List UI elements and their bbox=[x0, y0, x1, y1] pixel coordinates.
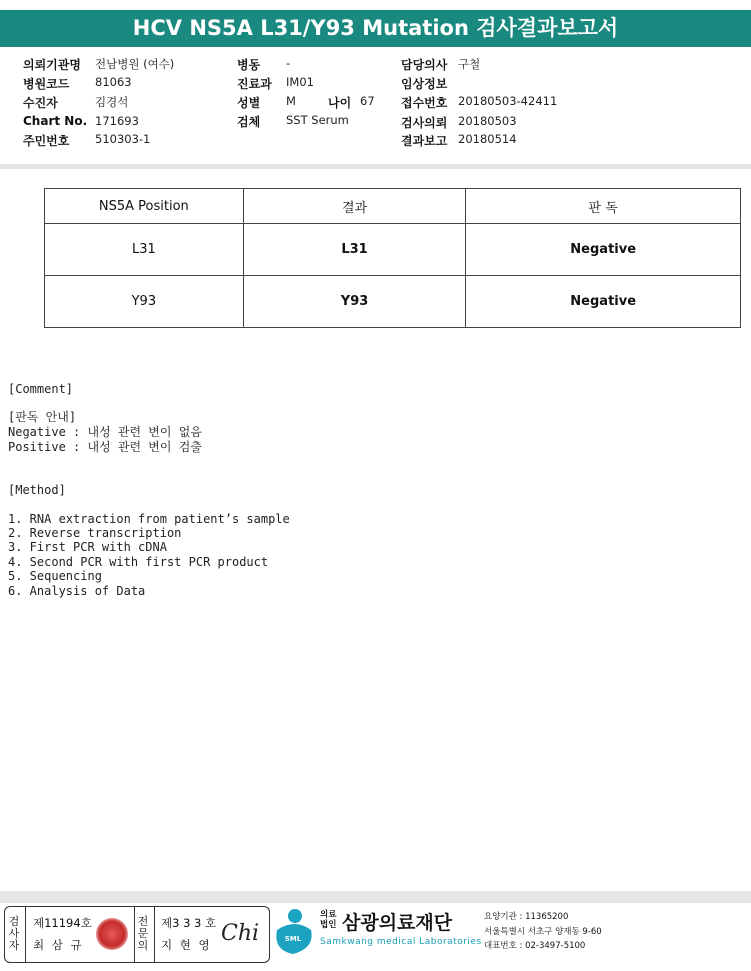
sex-label: 성별 bbox=[237, 96, 261, 110]
divider bbox=[25, 907, 26, 962]
patient-info-section bbox=[0, 48, 751, 165]
age-value: 67 bbox=[360, 94, 375, 108]
report-date-label: 결과보고 bbox=[401, 134, 448, 148]
divider bbox=[154, 907, 155, 962]
guide-line: Positive : 내성 관련 변이 검출 bbox=[8, 440, 202, 454]
ward-label: 병동 bbox=[237, 58, 261, 72]
accession-no-value: 20180503-42411 bbox=[458, 94, 558, 108]
hospital-code-value: 81063 bbox=[95, 75, 132, 89]
hospital-code-label: 병원코드 bbox=[23, 77, 70, 91]
patient-value: 김경석 bbox=[95, 95, 129, 109]
section-divider bbox=[0, 164, 751, 169]
position-cell: Y93 bbox=[45, 276, 244, 328]
org-english-name: Samkwang medical Laboratories bbox=[320, 937, 482, 947]
divider bbox=[134, 907, 135, 962]
result-cell: Y93 bbox=[243, 276, 466, 328]
resident-no-label: 주민번호 bbox=[23, 134, 70, 148]
org-name: 삼광의료재단 bbox=[342, 912, 453, 934]
specialist-label: 전문의 bbox=[137, 915, 149, 952]
sml-logo bbox=[271, 908, 315, 956]
method-step: 1. RNA extraction from patient’s sample bbox=[8, 512, 290, 526]
table-header: 결과 bbox=[243, 189, 466, 224]
specialist-license-no: 제3 3 3 호 bbox=[161, 916, 217, 930]
examiner-license-no: 제11194호 bbox=[33, 916, 92, 930]
clinical-info-label: 임상정보 bbox=[401, 77, 448, 91]
sex-value: M bbox=[286, 94, 296, 108]
org-phone: 대표번호 : 02-3497-5100 bbox=[484, 941, 586, 951]
sml-logo-text: SML bbox=[284, 935, 302, 943]
accession-no-label: 접수번호 bbox=[401, 96, 448, 110]
method-step: 6. Analysis of Data bbox=[8, 584, 146, 598]
age-label: 나이 bbox=[328, 96, 352, 110]
method-step: 2. Reverse transcription bbox=[8, 526, 182, 540]
interpretation-cell: Negative bbox=[466, 276, 741, 328]
examiner-name: 최 삼 규 bbox=[33, 938, 84, 952]
report-title: HCV NS5A L31/Y93 Mutation 검사결과보고서 bbox=[0, 10, 751, 47]
chart-no-label: Chart No. bbox=[23, 114, 88, 128]
chart-no-value: 171693 bbox=[95, 114, 139, 128]
result-cell: L31 bbox=[243, 224, 466, 276]
org-prefix: 의료법인 bbox=[320, 910, 337, 930]
signature-box bbox=[4, 906, 270, 963]
position-cell: L31 bbox=[45, 224, 244, 276]
method-step: 5. Sequencing bbox=[8, 569, 102, 583]
table-header: 판 독 bbox=[466, 189, 741, 224]
method-heading: [Method] bbox=[8, 483, 66, 497]
doctor-value: 구철 bbox=[458, 57, 481, 71]
institution-label: 의뢰기관명 bbox=[23, 58, 81, 72]
sml-logo-icon bbox=[271, 908, 315, 956]
ward-value: - bbox=[286, 56, 291, 70]
department-label: 진료과 bbox=[237, 77, 272, 91]
method-step: 3. First PCR with cDNA bbox=[8, 540, 167, 554]
results-table bbox=[44, 188, 741, 328]
table-header: NS5A Position bbox=[45, 189, 244, 224]
org-address: 서울특별시 서초구 양재동 9-60 bbox=[484, 927, 602, 937]
table-header-row bbox=[45, 189, 741, 224]
doctor-label: 담당의사 bbox=[401, 58, 448, 72]
method-step: 4. Second PCR with first PCR product bbox=[8, 555, 269, 569]
signature: Chi bbox=[221, 921, 260, 946]
guide-heading: [판독 안내] bbox=[8, 410, 77, 424]
table-row bbox=[45, 224, 741, 276]
examiner-label: 검사자 bbox=[8, 915, 20, 952]
comment-heading: [Comment] bbox=[8, 382, 74, 396]
resident-no-value: 510303-1 bbox=[95, 132, 151, 146]
report-date-value: 20180514 bbox=[458, 132, 517, 146]
org-code: 요양기관 : 11365200 bbox=[484, 912, 569, 922]
specimen-label: 검체 bbox=[237, 115, 261, 129]
department-value: IM01 bbox=[286, 75, 314, 89]
request-date-value: 20180503 bbox=[458, 114, 517, 128]
request-date-label: 검사의뢰 bbox=[401, 116, 448, 130]
footer-divider bbox=[0, 891, 751, 903]
institution-value: 전남병원 (여수) bbox=[95, 57, 175, 71]
interpretation-cell: Negative bbox=[466, 224, 741, 276]
specimen-value: SST Serum bbox=[286, 113, 349, 127]
guide-line: Negative : 내성 관련 변이 없음 bbox=[8, 425, 202, 439]
specialist-name: 지 현 영 bbox=[161, 938, 212, 952]
table-row bbox=[45, 276, 741, 328]
official-seal bbox=[96, 918, 128, 950]
patient-label: 수진자 bbox=[23, 96, 58, 110]
